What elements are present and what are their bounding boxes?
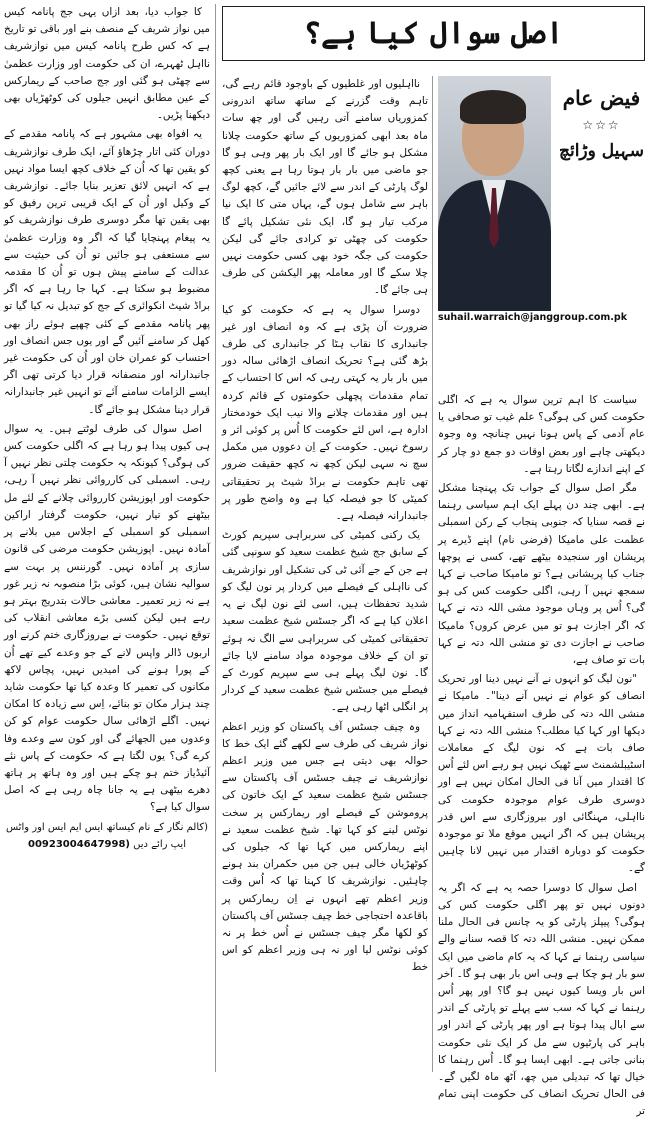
footer-note	[4, 819, 210, 853]
column-name: فیض عام	[562, 86, 641, 110]
paragraph: مگر اصل سوال کے جواب تک پہنچنا مشکل ہے۔ ابھی چند دن پہلے ایک اہم سیاسی رہنما نے قصہ سنایا کہ جنوبی پنجاب کے رکن اسمبلی عظمت علی مامیکا (فرضی نام) اپنے ڈیرے پر پریشان اور سنجیدہ بیٹھے تھے، کسی نے پوچھا جناب کیا پریشانی ہے؟ تو مامیکا صاحب نے کہا سمجھ نہیں آ رہی، اگلی حکومت کس کی ہو گی؟ اُس پر وہاں موجود مشی اللہ دتہ نے کہا کہ اگر اجازت ہو تو میں عرض کروں؟ مامیکا صاحب نے اجازت دی تو منشی اللہ دتہ نے کہا بات تو صاف ہے،	[438, 482, 645, 667]
paragraph: یہ افواہ بھی مشہور ہے کہ پانامہ مقدمے کے دوران کئی اتار چڑھاؤ آئے، ایک طرف نوازشریف کو یقین تھا کہ اُن کے خلاف کچھ ایسا مواد نہیں ہے کہ انہیں لائق تعزیر بنایا جائے۔ نوازشریف کے وکیل اور اُن کے ایک قریبی ترین رفیق کو بھی یقین تھا مگر دوسری طرف نوازشریف کو یہ پیغام پہنچایا گیا کہ اگر وہ وزارت عظمیٰ سے مستعفی ہو جائیں تو اُن کی حیثیت سے عدالت کے سامنے پیش ہوں تو اُن کا مقدمہ مضبوط ہو سکتا ہے۔ کہا جا رہا ہے کہ اگر براڈ شیٹ انکوائری کے جج کو تبدیل نہ کیا گیا تو پھر پانامہ مقدمے کے کئی چھپے ہوئے راز بھی کھل کر سامنے آئیں گے اور یوں جس انصاف اور احتساب کو عمران خان اور اُن کی حکومت غیر جانبدارانہ اور منصفانہ قرار دیا کرتی تھی اگر ایسے الزامات سامنے آئے تو انہیں غیر جانبدارانہ قرار دینا مشکل ہو جائے گا۔	[4, 128, 210, 416]
paragraph: یک رکنی کمیٹی کی سربراہی سپریم کورٹ کے سابق جج شیخ عظمت سعید کو سونپی گئی ہے جن کے جے آئی ٹی کی تشکیل اور نوازشریف کی نااہلی کے فیصلے میں کردار پر نون لیگ کو شدید تحفظات ہیں، اسی لئے نون لیگ نے یہ اعلان کیا ہے کہ اگر جسٹس شیخ عظمت سعید تحقیقاتی کمیٹی کی سربراہی سے الگ نہ ہوئے تو ان کے خلاف موجودہ مواد سامنے لایا جائے گا۔ نون لیگ پہلے ہی سے سپریم کورٹ کے فیصلے میں جسٹس شیخ عظمت سعید کے کردار پر انگلی اٹھا رہی ہے۔	[222, 529, 428, 714]
author-portrait-icon	[438, 76, 551, 311]
paragraph: دوسرا سوال یہ ہے کہ حکومت کو کیا ضرورت آن پڑی ہے کہ وہ انصاف اور غیر جانبداری کا نقاب ہٹا کر جانبداری کی طرف بڑھ گئی ہے؟ تحریک انصاف اڑھائی سالہ دور میں بار بار یہ کہتی رہی کہ اس کا احتساب کے تمام مقدمات پچھلی حکومتوں کے قائم کردہ ہیں اور مقدمات چلانے والا نیب ایک خودمختار ادارہ ہے، اس لئے حکومت کا اُس پر کوئی اثر و رسوخ نہیں۔ حکومت کے اِن دعووں میں مکمل سچ نہ سہی لیکن کچھ نہ کچھ حقیقت ضرور تھی تاہم حکومت نے براڈ شیٹ پر تحقیقاتی کمیٹی کا جو فیصلہ کیا ہے وہ واضح طور پر جانبدارانہ فیصلہ ہے۔	[222, 303, 428, 523]
paragraph: نااہلیوں اور غلطیوں کے باوجود قائم رہے گی، تاہم وقت گزرنے کے ساتھ ساتھ اندرونی کمزوریاں سامنے آتی رہیں گی اور چھ سات ماہ بعد ابھی کمزوریوں کے ساتھ حکومت چلانا مشکل ہو جائے گا اور ایک بار پھر وہی ہو گا جو ماضی میں بار بار ہوتا رہا ہے یعنی کچھ لوگ پارٹی کے اندر سے لائے جائیں گے، کچھ لوگ باہر سے شامل ہوں گے، یہاں متی کا ایک نیا مرکب تیار ہو گا، ایک نئی تشکیل پائے گا حکومت کی چھٹی تو کرادی جائے گی لیکن حکومت کی جگہ خود بھی کسی حکومت نہیں چلا سکے گا اور معاملہ پھر الیکشن کی طرف ہی جائے گا۔	[222, 78, 428, 297]
text-column-right	[438, 392, 645, 1118]
text-column-left	[4, 4, 210, 1072]
column-divider	[432, 76, 433, 1072]
stars-decoration: ☆☆☆	[582, 118, 621, 132]
paragraph: "نون لیگ کو انہوں نے آنے نہیں دینا اور تحریک انصاف کو عوام نے نہیں آنے دینا"۔ مامیکا نے منشی اللہ دتہ کی طرف استفہامیہ انداز میں دیکھا اور کہا کیا مطلب؟ منشی اللہ دتہ نے کہا صاف بات ہے کہ نون لیگ کے معاملات اسٹیبلشمنٹ سے ٹھیک نہیں ہو رہے اس لئے اُس کا اقتدار میں آنا فی الحال امکان نہیں ہے اور دوسری طرف عوام موجودہ حکومت کی نااہلی، مہنگائی اور بیروزگاری سے اس قدر پریشان ہیں کہ اگر انہیں موقع ملا تو موجودہ حکومت کو دوبارہ اقتدار میں نہیں لانا چاہیں گے۔	[438, 673, 645, 875]
headline-box	[222, 6, 645, 61]
footer-note-text: (کالم نگار کے نام کیساتھ ایس ایم ایس اور واٹس ایپ رائے دیں	[5, 821, 209, 850]
headline: اصل سوال کیا ہے؟	[303, 16, 564, 51]
author-block	[438, 76, 645, 326]
text-column-middle	[222, 76, 428, 1072]
author-name: سہیل وڑائچ	[559, 141, 644, 161]
paragraph: سیاست کا اہم ترین سوال یہ ہے کہ اگلی حکومت کس کی ہوگی؟ علم غیب تو صحافی یا عام آدمی کے پاس ہوتا نہیں چنانچہ وہ وجوہ دیکھتی چاہے اور بعض اوقات دو جمع دو چار کر کے اپنے اندازے لگاتا رہتا ہے۔	[438, 394, 645, 475]
paragraph: اصل سوال کی طرف لوٹتے ہیں۔ یہ سوال ہی کیوں پیدا ہو رہا ہے کہ اگلی حکومت کس کی ہوگی؟ کیونکہ یہ حکومت چلتی نظر نہیں آ رہی۔ اسمبلی کی کارروائی نظر نہیں آ رہی، حکومت اور اپوزیشن کارروائی چلانے کے لئے مل بیٹھنے کو تیار نہیں، حکومت گرفتار اراکین اسمبلی کو اسمبلی کے اجلاس میں بلانے پر آمادہ نہیں۔ اپوزیشن حکومت مرضی کی قانون سازی پر آمادہ نہیں۔ گورننس پر بہت سے سوالیہ نشان ہیں، کوئی بڑا منصوبہ نہ زیر غور ہے نہ زیر تعمیر۔ معاشی حالات بتدریج بہتر ہو رہے ہیں لیکن کسی بڑے معاشی انقلاب کی توقع نہیں۔ حکومت نے بےروزگاری ختم کرنے اور اربوں ڈالر واپس لانے کے جو وعدے کیے تھے اُن کے پورا ہونے کی امیدیں نہیں، پچاس لاکھ مکانوں کی تعمیر کا وعدہ کیا تھا حکومت شاید چند ہزار مکان تو بنائے، اِس سے زیادہ کا امکان نہیں۔ اگلے اڑھائی سال حکومت عوام کو کن وعدوں میں الجھائے گی اور کون سے وعدے وفا کرے گی؟ یوں لگتا ہے کہ حکومت کے پاس نئے آئیڈیاز ختم ہو چکے ہیں اور وہ ہاتھ پر ہاتھ دھرے بیٹھی ہے یہ جانا چاہ رہی ہے کہ اصل سوال کیا ہے؟	[4, 422, 210, 814]
paragraph: وہ چیف جسٹس آف پاکستان کو وزیر اعظم نواز شریف کی طرف سے لکھے گئے ایک خط کا حوالہ بھی دیتی ہے جس میں وزیر اعظم نوازشریف نے چیف جسٹس آف پاکستان سے جسٹس شیخ عظمت سعید کے ایک خاتون کی پروموشن کے فیصلے اور ریمارکس پر سخت نوٹس لینے کو کہا تھا۔ شیخ عظمت سعید نے اپنے ریمارکس میں کہا تھا کہ جیلوں کی کوٹھڑیاں خالی ہیں جن میں حکمران بند ہونے چاہئیں۔ نوازشریف کا کہنا تھا کہ اُس وقت وزیر اعظم تھے انہوں نے اِن ریمارکس پر باقاعدہ احتجاجی خط چیف جسٹس آف پاکستان کو لکھا مگر چیف جسٹس نے اُس خط پر نہ کوئی نوٹس لیا اور نہ ہی وزیر اعظم کو اس خط	[222, 720, 428, 974]
column-divider	[215, 4, 216, 1072]
paragraph: کا جواب دیا، بعد ازاں یہی جج پانامہ کیس میں نواز شریف کے منصف بنے اور باقی تو تاریخ ہے کہ کس طرح پانامہ کیس میں نوازشریف نااہل ٹھہرے، ان کی حکومت اور وزارت عظمیٰ سے چھٹی ہو گئی اور جج صاحب کے ریمارکس کے عین مطابق انہیں جیلوں کی کوٹھڑیاں بھی دیکھنا پڑیں۔	[4, 6, 210, 122]
author-email[interactable]: suhail.warraich@janggroup.com.pk	[438, 312, 628, 323]
byline	[558, 86, 645, 161]
paragraph: اصل سوال کا دوسرا حصہ یہ ہے کہ اگر یہ دونوں نہیں تو پھر اگلی حکومت کس کی ہوگی؟ پیپلز پارٹی کو یہ چانس فی الحال ملنا ممکن نہیں۔ منشی اللہ دتہ کا قصہ سنانے والے سیاسی رہنما نے کہا کہ یہ کام ماضی میں ایک سو بار ہو چکا ہے وہی اس بار بھی ہو گا۔ آخر اس بار ویسا کیوں نہیں ہو گا؟ اور پھر اُس رہنما نے کہا کہ سب سے پہلے تو پارٹی کے اندر سے ابال پیدا ہوتا ہے اور پھر پارٹی کے اندر اور باہر کی پارٹیوں سے مل کر ایک نئی حکومت بنانی جاتی ہے۔ ابھی ایسا ہو گا۔ اُس رہنما کا خیال تھا کہ تبدیلی میں چھ، آٹھ ماہ لگیں گے۔ فی الحال تحریک انصاف کی حکومت اپنی تمام تر	[438, 881, 645, 1118]
phone-number: 00923004647998)	[27, 838, 130, 850]
